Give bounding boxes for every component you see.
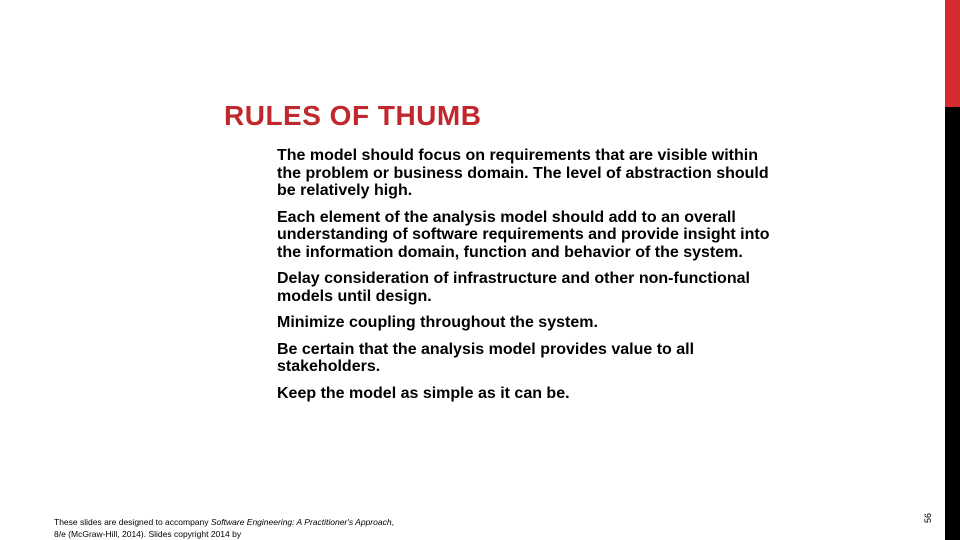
bullet-list — [277, 147, 777, 411]
footer-text-rest: , 8/e (McGraw-Hill, 2014). Slides copyright 2014 by — [54, 517, 394, 539]
page-number: 56 — [923, 513, 933, 524]
accent-band-black — [945, 107, 960, 540]
footer-note — [54, 516, 394, 540]
bullet-item: Each element of the analysis model should add to an overall understanding of software requirements and provide insight into the information domain, function and behavior of the system. — [277, 208, 770, 261]
bullet-item: The model should focus on requirements that are visible within the problem or business domain. The level of abstraction should be relatively high. — [277, 147, 769, 199]
footer-book-title: Software Engineering: A Practitioner's Approach — [210, 517, 392, 527]
slide-title: RULES OF THUMB — [224, 100, 482, 131]
bullet-item: Minimize coupling throughout the system. — [277, 314, 598, 331]
bullet-item: Be certain that the analysis model provides value to all stakeholders. — [277, 340, 695, 375]
footer-text: These slides are designed to accompany — [54, 517, 211, 527]
accent-band-red — [945, 0, 960, 107]
bullet-item: Keep the model as simple as it can be. — [277, 384, 570, 402]
bullet-item: Delay consideration of infrastructure and other non-functional models until design. — [277, 270, 750, 305]
